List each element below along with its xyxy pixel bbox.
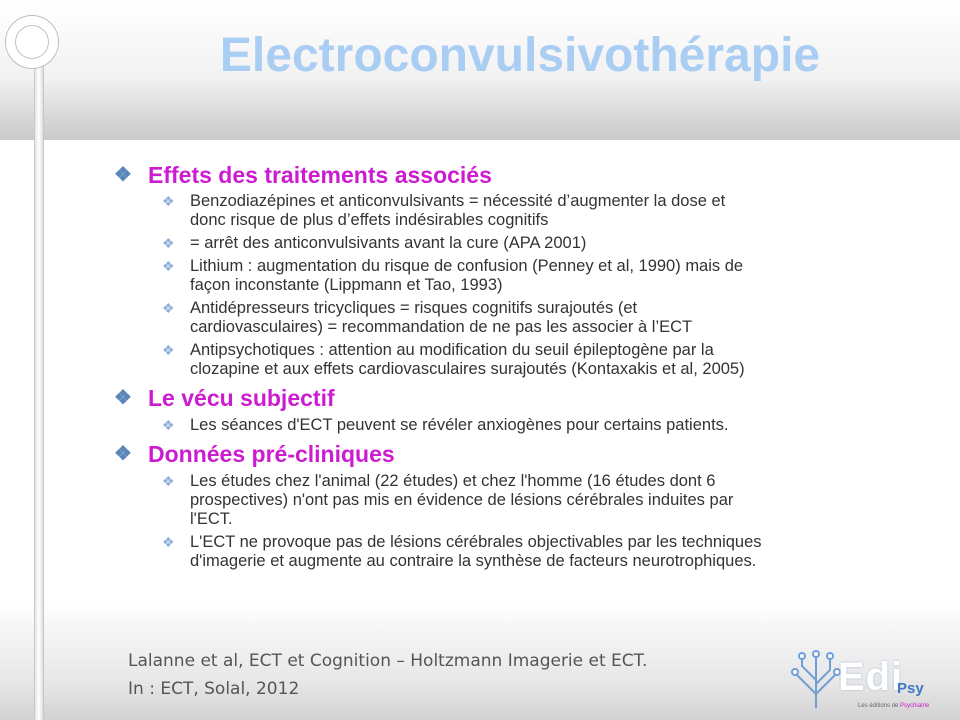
diamond-cross-bullet-icon: ❖ [114, 387, 132, 409]
list-item-line: clozapine et aux effets cardiovasculaires surajoutés (Kontaxakis et al, 2005) [190, 360, 745, 378]
list-item-line: Lithium : augmentation du risque de confusion (Penney et al, 1990) mais de [190, 257, 744, 275]
list-item [110, 234, 930, 253]
diamond-cross-bullet-icon: ❖ [162, 534, 175, 550]
section-heading-text: Données pré-cliniques [148, 441, 395, 467]
list-item-line: façon inconstante (Lippmann et Tao, 1993) [190, 276, 503, 294]
decorative-vertical-bar [34, 60, 44, 720]
list-item-line: Les séances d'ECT peuvent se révéler anxiogènes pour certains patients. [190, 416, 729, 434]
diamond-cross-bullet-icon: ❖ [162, 473, 175, 489]
diamond-cross-bullet-icon: ❖ [162, 300, 175, 316]
decorative-ring-icon [6, 16, 58, 68]
logo-tagline-accent: Psychiatrie [900, 703, 930, 709]
slide-title: Electroconvulsivothérapie [219, 29, 821, 82]
diamond-cross-bullet-icon: ❖ [162, 235, 175, 251]
list-item-line: = arrêt des anticonvulsivants avant la cure (APA 2001) [190, 234, 587, 252]
section-heading [110, 383, 930, 413]
logo-suffix: Psy [897, 680, 924, 697]
list-item-line: Antipsychotiques : attention au modification du seuil épileptogène par la [190, 341, 714, 359]
diamond-cross-bullet-icon: ❖ [162, 193, 175, 209]
list-item-line: Benzodiazépines et anticonvulsivants = nécessité d’augmenter la dose et [190, 192, 726, 210]
list-item-line: donc risque de plus d’effets indésirables cognitifs [190, 211, 549, 229]
diamond-cross-bullet-icon: ❖ [114, 164, 132, 186]
list-item [110, 472, 930, 529]
logo-tagline-prefix: Les éditions de [858, 703, 899, 709]
section-heading [110, 160, 930, 190]
section-heading-text: Le vécu subjectif [148, 385, 335, 411]
reference-citation [128, 647, 647, 703]
list-item [110, 192, 930, 230]
list-item-line: L'ECT ne provoque pas de lésions cérébrales objectivables par les techniques [190, 533, 762, 551]
reference-line: In : ECT, Solal, 2012 [128, 679, 300, 699]
list-item-line: Antidépresseurs tricycliques = risques cognitifs surajoutés (et [190, 299, 638, 317]
diamond-cross-bullet-icon: ❖ [162, 258, 175, 274]
list-item [110, 341, 930, 379]
diamond-cross-bullet-icon: ❖ [162, 417, 175, 433]
list-item [110, 299, 930, 337]
list-item-line: Les études chez l'animal (22 études) et chez l'homme (16 études dont 6 [190, 472, 716, 490]
logo-name: Edi [838, 655, 904, 699]
reference-line: Lalanne et al, ECT et Cognition – Holtzmann Imagerie et ECT. [128, 651, 648, 671]
list-item-line: prospectives) n'ont pas mis en évidence de lésions cérébrales induites par [190, 491, 734, 509]
diamond-cross-bullet-icon: ❖ [162, 342, 175, 358]
list-item-line: l'ECT. [190, 510, 233, 528]
list-item [110, 257, 930, 295]
section-heading [110, 439, 930, 469]
list-item-line: cardiovasculaires) = recommandation de ne pas les associer à l’ECT [190, 318, 693, 336]
section-heading-text: Effets des traitements associés [148, 162, 492, 188]
list-item [110, 416, 930, 435]
logo-tagline [858, 703, 929, 709]
diamond-cross-bullet-icon: ❖ [114, 443, 132, 465]
list-item-line: d'imagerie et augmente au contraire la synthèse de facteurs neurotrophiques. [190, 552, 757, 570]
list-item [110, 533, 930, 571]
slide-content [110, 160, 930, 575]
